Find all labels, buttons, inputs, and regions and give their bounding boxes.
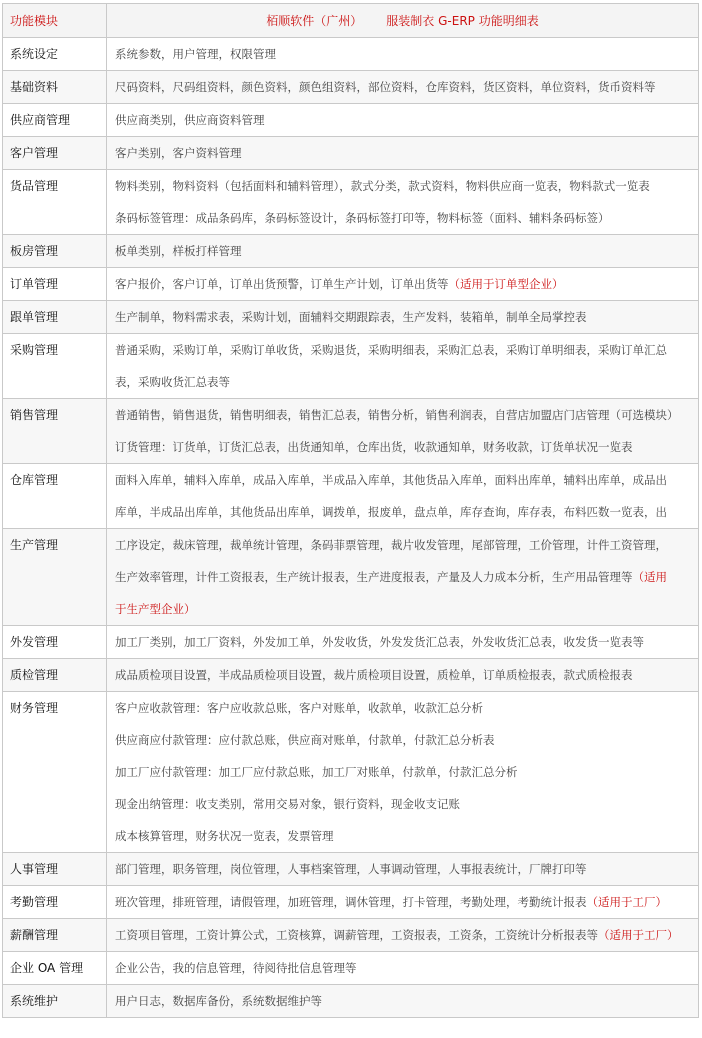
title-company: 栢顺软件（广州）: [266, 14, 363, 28]
table-row: [3, 399, 699, 464]
module-name-cell: [3, 692, 107, 853]
table-row: [3, 301, 699, 334]
feature-description-cell: [107, 919, 699, 952]
feature-description-cell: [107, 853, 699, 886]
description-text: 生产效率管理，计件工资报表，生产统计报表，生产进度报表，产量及人力成本分析，生产用品管理等: [115, 570, 633, 584]
module-name: 仓库管理: [10, 473, 59, 487]
module-name: 生产管理: [10, 538, 59, 552]
description-line: [115, 137, 696, 169]
module-name: 人事管理: [10, 862, 59, 876]
table-row: [3, 235, 699, 268]
module-name-cell: [3, 334, 107, 399]
module-name-cell: [3, 985, 107, 1018]
table-row: [3, 170, 699, 235]
module-name: 薪酬管理: [10, 928, 59, 942]
description-line: [115, 529, 696, 561]
table-row: [3, 952, 699, 985]
title-product: 服装制衣 G-ERP 功能明细表: [386, 14, 539, 28]
description-line: [115, 724, 696, 756]
feature-description-cell: [107, 104, 699, 137]
module-name-cell: [3, 529, 107, 626]
module-name: 基础资料: [10, 80, 59, 94]
description-line: [115, 104, 696, 136]
table-row: [3, 626, 699, 659]
applicability-note: （适用于工厂）: [598, 928, 679, 942]
table-row: [3, 268, 699, 301]
module-name: 采购管理: [10, 343, 59, 357]
table-row: [3, 659, 699, 692]
table-title: [107, 4, 699, 38]
feature-description-cell: [107, 985, 699, 1018]
description-text: 企业公告，我的信息管理，待阅待批信息管理等: [115, 961, 357, 975]
feature-description-cell: [107, 235, 699, 268]
module-name-cell: [3, 71, 107, 104]
module-name: 财务管理: [10, 701, 59, 715]
description-text: 库单，半成品出库单，其他货品出库单，调拨单，报废单，盘点单，库存查询，库存表，布料匹数一览表，出: [115, 505, 667, 519]
description-text: 普通销售，销售退货，销售明细表，销售汇总表，销售分析，销售利润表，自营店加盟店门店管理（可选模块）: [115, 408, 679, 422]
description-line: [115, 71, 696, 103]
description-text: 客户报价，客户订单，订单出货预警，订单生产计划，订单出货等: [115, 277, 449, 291]
description-line: [115, 886, 696, 918]
feature-description-cell: [107, 952, 699, 985]
module-name: 货品管理: [10, 179, 59, 193]
module-name: 系统设定: [10, 47, 59, 61]
applicability-note: 于生产型企业）: [115, 602, 196, 616]
module-name-cell: [3, 399, 107, 464]
description-line: [115, 919, 696, 951]
feature-description-cell: [107, 38, 699, 71]
description-line: [115, 202, 696, 234]
description-text: 工序设定，裁床管理，裁单统计管理，条码菲票管理，裁片收发管理，尾部管理，工价管理，计件工资管理，: [115, 538, 667, 552]
description-line: [115, 853, 696, 885]
module-name: 板房管理: [10, 244, 59, 258]
feature-description-cell: [107, 659, 699, 692]
description-text: 物料类别，物料资料（包括面料和辅料管理），款式分类，款式资料，物料供应商一览表，物料款式一览表: [115, 179, 650, 193]
feature-table: [2, 3, 699, 1018]
description-text: 面料入库单，辅料入库单，成品入库单，半成品入库单，其他货品入库单，面料出库单，辅料出库单，成品出: [115, 473, 667, 487]
feature-description-cell: [107, 301, 699, 334]
description-line: [115, 561, 696, 593]
applicability-note: （适用于订单型企业）: [448, 277, 564, 291]
module-name-cell: [3, 853, 107, 886]
description-text: 用户日志，数据库备份，系统数据维护等: [115, 994, 322, 1008]
table-row: [3, 985, 699, 1018]
table-row: [3, 529, 699, 626]
description-line: [115, 334, 696, 366]
module-name-cell: [3, 235, 107, 268]
feature-description-cell: [107, 464, 699, 529]
module-name-cell: [3, 104, 107, 137]
description-text: 生产制单，物料需求表，采购计划，面辅料交期跟踪表，生产发料，装箱单，制单全局掌控表: [115, 310, 587, 324]
module-name-cell: [3, 38, 107, 71]
description-line: [115, 268, 696, 300]
feature-description-cell: [107, 692, 699, 853]
feature-description-cell: [107, 268, 699, 301]
module-name: 订单管理: [10, 277, 59, 291]
description-line: [115, 399, 696, 431]
module-name-cell: [3, 626, 107, 659]
module-name-cell: [3, 301, 107, 334]
feature-description-cell: [107, 399, 699, 464]
description-text: 加工厂类别，加工厂资料，外发加工单，外发收货，外发发货汇总表，外发收货汇总表，收发货一览表等: [115, 635, 644, 649]
description-text: 板单类别，样板打样管理: [115, 244, 242, 258]
description-line: [115, 820, 696, 852]
module-name: 外发管理: [10, 635, 59, 649]
description-line: [115, 170, 696, 202]
module-name-cell: [3, 464, 107, 529]
description-text: 普通采购，采购订单，采购订单收货，采购退货，采购明细表，采购汇总表，采购订单明细表，采购订单汇总: [115, 343, 667, 357]
description-line: [115, 692, 696, 724]
module-name: 系统维护: [10, 994, 59, 1008]
module-column-header: 功能模块: [3, 4, 107, 38]
description-text: 成品质检项目设置，半成品质检项目设置，裁片质检项目设置，质检单，订单质检报表，款式质检报表: [115, 668, 633, 682]
description-line: [115, 952, 696, 984]
table-header-row: [3, 4, 699, 38]
description-text: 供应商类别，供应商资料管理: [115, 113, 265, 127]
description-line: [115, 593, 696, 625]
description-line: [115, 496, 696, 528]
description-text: 工资项目管理，工资计算公式，工资核算，调薪管理，工资报表，工资条，工资统计分析报表等: [115, 928, 598, 942]
description-line: [115, 366, 696, 398]
description-line: [115, 788, 696, 820]
description-text: 客户类别，客户资料管理: [115, 146, 242, 160]
description-text: 供应商应付款管理：应付款总账，供应商对账单，付款单，付款汇总分析表: [115, 733, 495, 747]
module-name-cell: [3, 137, 107, 170]
description-text: 部门管理，职务管理，岗位管理，人事档案管理，人事调动管理，人事报表统计，厂牌打印等: [115, 862, 587, 876]
applicability-note: （适用于工厂）: [586, 895, 667, 909]
description-line: [115, 756, 696, 788]
feature-description-cell: [107, 71, 699, 104]
table-row: [3, 919, 699, 952]
description-text: 班次管理，排班管理，请假管理，加班管理，调休管理，打卡管理，考勤处理，考勤统计报表: [115, 895, 587, 909]
description-text: 客户应收款管理：客户应收款总账，客户对账单，收款单，收款汇总分析: [115, 701, 483, 715]
applicability-note: （适用: [632, 570, 667, 584]
module-name: 企业 OA 管理: [10, 961, 84, 975]
description-line: [115, 985, 696, 1017]
feature-description-cell: [107, 529, 699, 626]
table-row: [3, 137, 699, 170]
module-name-cell: [3, 952, 107, 985]
description-text: 成本核算管理，财务状况一览表，发票管理: [115, 829, 334, 843]
description-line: [115, 659, 696, 691]
module-name: 客户管理: [10, 146, 59, 160]
table-row: [3, 71, 699, 104]
table-row: [3, 464, 699, 529]
description-line: [115, 38, 696, 70]
feature-table-container: [2, 3, 699, 1018]
feature-description-cell: [107, 334, 699, 399]
module-name-cell: [3, 886, 107, 919]
table-row: [3, 692, 699, 853]
description-text: 表，采购收货汇总表等: [115, 375, 230, 389]
module-name-cell: [3, 268, 107, 301]
table-row: [3, 886, 699, 919]
description-text: 加工厂应付款管理：加工厂应付款总账，加工厂对账单，付款单，付款汇总分析: [115, 765, 518, 779]
description-text: 现金出纳管理：收支类别，常用交易对象，银行资料，现金收支记账: [115, 797, 460, 811]
module-name: 质检管理: [10, 668, 59, 682]
description-text: 尺码资料，尺码组资料，颜色资料，颜色组资料，部位资料，仓库资料，货区资料，单位资料，货币资料等: [115, 80, 656, 94]
table-row: [3, 853, 699, 886]
description-line: [115, 464, 696, 496]
description-text: 订货管理：订货单，订货汇总表，出货通知单，仓库出货，收款通知单，财务收款，订货单状况一览表: [115, 440, 633, 454]
feature-description-cell: [107, 626, 699, 659]
description-line: [115, 431, 696, 463]
module-name-cell: [3, 170, 107, 235]
description-line: [115, 626, 696, 658]
module-name-cell: [3, 919, 107, 952]
module-name: 销售管理: [10, 408, 59, 422]
module-name: 考勤管理: [10, 895, 59, 909]
feature-description-cell: [107, 886, 699, 919]
description-line: [115, 301, 696, 333]
description-text: 系统参数，用户管理，权限管理: [115, 47, 276, 61]
module-name: 供应商管理: [10, 113, 71, 127]
feature-description-cell: [107, 170, 699, 235]
feature-description-cell: [107, 137, 699, 170]
description-line: [115, 235, 696, 267]
table-row: [3, 104, 699, 137]
module-name-cell: [3, 659, 107, 692]
table-row: [3, 38, 699, 71]
module-name: 跟单管理: [10, 310, 59, 324]
table-row: [3, 334, 699, 399]
description-text: 条码标签管理：成品条码库，条码标签设计，条码标签打印等，物料标签（面料、辅料条码标签）: [115, 211, 610, 225]
